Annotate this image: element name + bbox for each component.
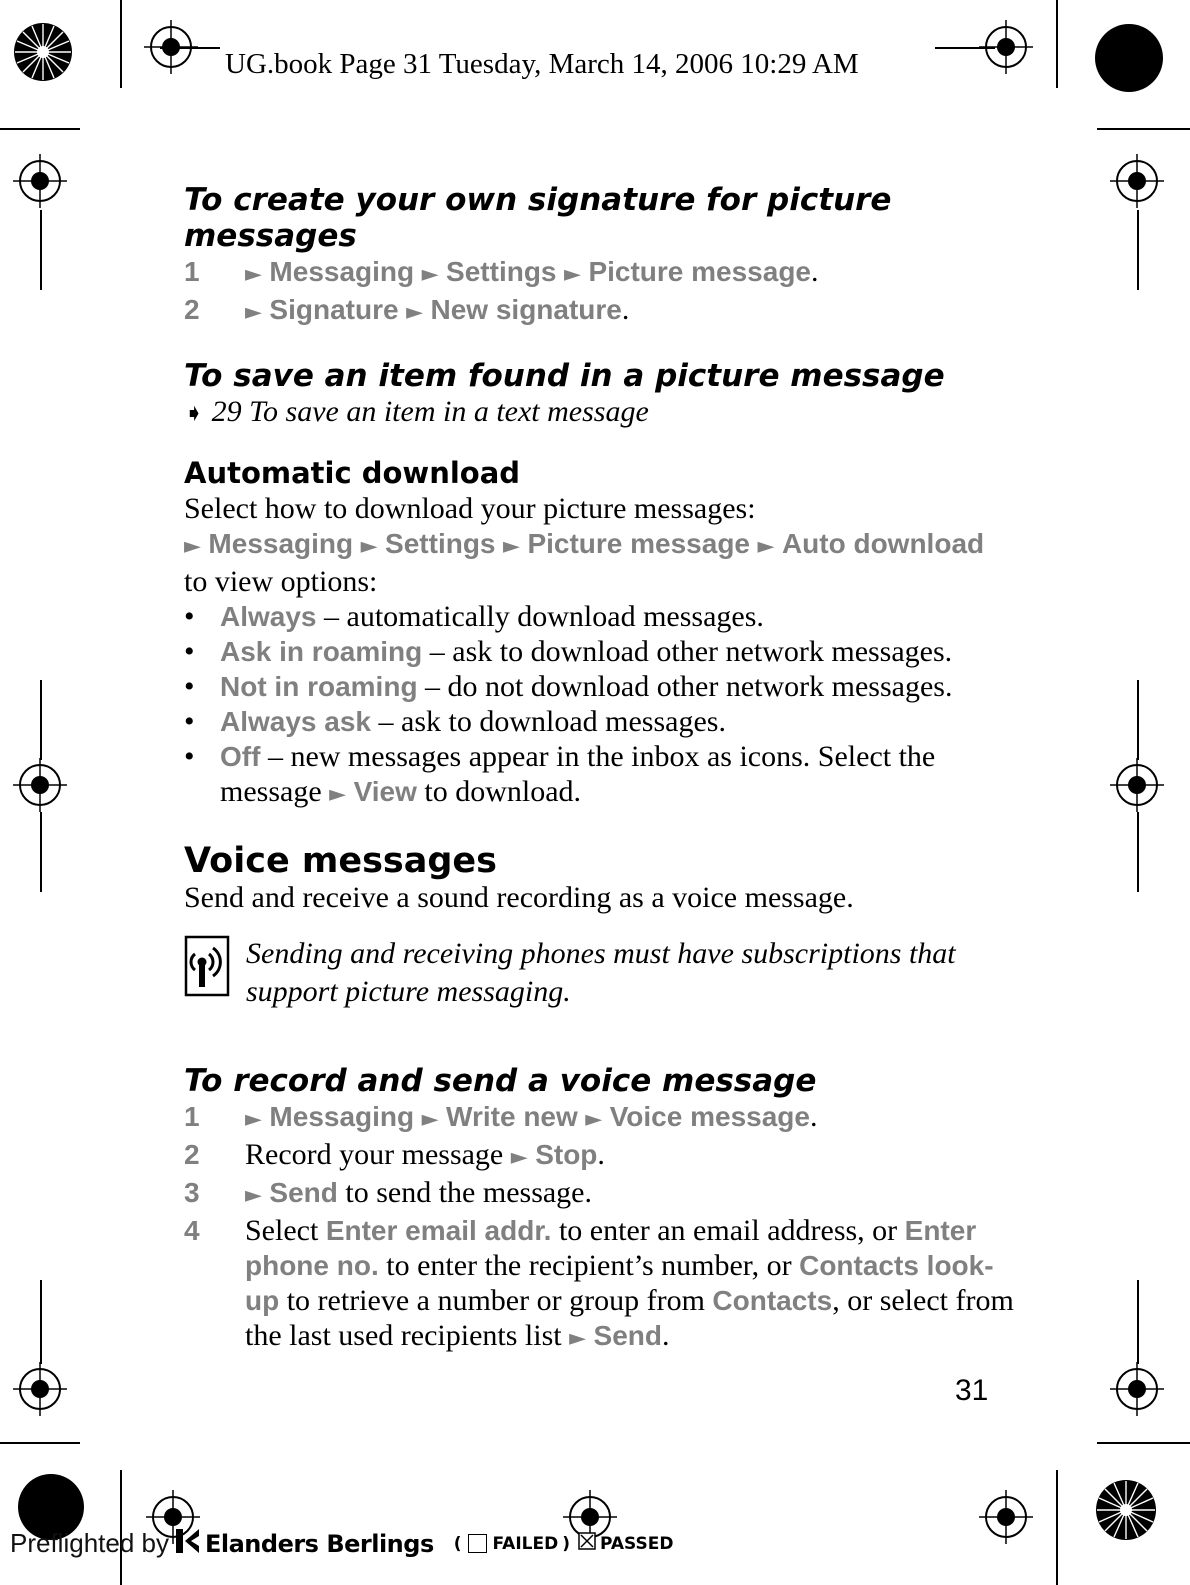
stamp-paren: ( — [453, 1533, 462, 1554]
bullet: • — [184, 600, 195, 633]
list-item — [184, 634, 1014, 669]
crop-line — [1097, 128, 1190, 130]
menu-path-item: New signature — [430, 294, 622, 325]
list-item — [184, 599, 1014, 634]
crop-line — [160, 47, 220, 49]
menu-path — [184, 526, 1014, 564]
arrow-right-icon: ► — [564, 262, 581, 287]
crop-line — [1056, 1470, 1058, 1585]
bullet: • — [184, 670, 195, 703]
crosshair-icon — [13, 1362, 67, 1416]
arrow-right-icon: ► — [569, 1326, 587, 1351]
list-item — [184, 669, 1014, 704]
arrow-right-icon: ► — [757, 534, 775, 559]
bullet: • — [184, 635, 195, 668]
reference-arrow-icon: ➧ — [184, 399, 205, 427]
paragraph: to view options: — [184, 565, 378, 598]
menu-path-item: Contacts — [712, 1285, 833, 1316]
arrow-right-icon: ► — [329, 782, 347, 807]
page-content — [184, 182, 1014, 1356]
menu-path-item: Picture message — [588, 256, 812, 287]
menu-path-item: Send — [269, 1177, 338, 1208]
option-description: – automatically download messages. — [316, 600, 764, 633]
step-number: 4 — [184, 1215, 200, 1246]
option-label: Always — [220, 601, 317, 632]
note — [184, 935, 1014, 1011]
step-number: 2 — [184, 294, 200, 325]
step-end: . — [809, 1100, 818, 1133]
option-label: Not in roaming — [220, 671, 418, 702]
option-label: Always ask — [220, 706, 371, 737]
step-number: 1 — [184, 256, 200, 287]
crosshair-icon — [13, 154, 67, 208]
paragraph: Select how to download your picture messages: — [184, 492, 756, 525]
menu-path-item: Voice message — [609, 1101, 810, 1132]
arrow-right-icon: ► — [406, 300, 423, 325]
crop-line — [120, 0, 122, 88]
menu-path-item: Write new — [446, 1101, 578, 1132]
registration-solid-top-right — [1094, 23, 1164, 93]
crop-line — [0, 128, 80, 130]
crop-line — [1097, 1442, 1190, 1444]
passed-checkbox-checked — [578, 1532, 596, 1555]
menu-path-item: Signature — [269, 294, 399, 325]
arrow-right-icon: ► — [245, 1183, 262, 1208]
reference-text: 29 To save an item in a text message — [211, 395, 649, 428]
step-text: to retrieve a number or group from — [279, 1284, 713, 1317]
arrow-right-icon: ► — [245, 262, 262, 287]
crop-line — [0, 1442, 80, 1444]
step-number: 3 — [184, 1177, 200, 1208]
crop-line — [40, 210, 42, 290]
heading-record-voice: To record and send a voice message — [184, 1063, 817, 1099]
option-description: to download. — [416, 775, 582, 808]
crosshair-icon — [979, 1490, 1033, 1544]
menu-path-item: Stop — [535, 1139, 598, 1170]
option-description: – do not download other network messages. — [417, 670, 953, 703]
crop-line — [40, 812, 42, 892]
step-item — [184, 292, 1014, 330]
step-item — [184, 1137, 1014, 1175]
heading-voice-messages: Voice messages — [184, 841, 498, 881]
arrow-right-icon: ► — [245, 300, 262, 325]
heading-save-item: To save an item found in a picture message — [184, 358, 945, 394]
step-text: to enter an email address, or — [551, 1214, 905, 1247]
option-description: – ask to download other network messages. — [422, 635, 953, 668]
arrow-right-icon: ► — [245, 1107, 262, 1132]
step-text: Record your message — [245, 1138, 511, 1171]
step-text: , or select from the last used recipients list — [245, 1284, 1014, 1352]
step-end: . — [621, 293, 630, 326]
option-description: – ask to download messages. — [371, 705, 726, 738]
failed-label: FAILED — [492, 1533, 559, 1554]
crop-line — [40, 1280, 42, 1364]
crop-line — [935, 47, 995, 49]
step-text: to send the message. — [337, 1176, 592, 1209]
menu-path-item: Picture message — [527, 528, 751, 559]
step-end: . — [811, 255, 819, 288]
arrow-right-icon: ► — [585, 1107, 603, 1132]
passed-label: PASSED — [600, 1533, 674, 1554]
page-number: 31 — [955, 1374, 989, 1407]
crop-line — [1137, 1280, 1139, 1364]
crosshair-icon — [1110, 758, 1164, 812]
menu-path-item: Settings — [446, 256, 557, 287]
heading-automatic-download: Automatic download — [184, 456, 521, 490]
preflight-label: Preflighted by — [10, 1528, 169, 1558]
crosshair-icon — [1110, 154, 1164, 208]
registration-sunburst-bottom-right — [1094, 1478, 1158, 1542]
crosshair-icon — [13, 758, 67, 812]
step-text: Select — [245, 1214, 326, 1247]
crop-line — [1137, 680, 1139, 760]
crop-line — [1137, 812, 1139, 892]
step-end: . — [597, 1138, 605, 1171]
step-number: 2 — [184, 1139, 200, 1170]
option-description: – new messages appear in the inbox as icons. Select the message — [220, 740, 936, 808]
menu-path-item: Enter email addr. — [325, 1215, 552, 1246]
cross-reference — [184, 394, 1014, 431]
network-note-icon — [184, 935, 246, 1002]
menu-path-item: Contacts look-up — [245, 1250, 994, 1316]
arrow-right-icon: ► — [421, 262, 439, 287]
crop-line — [1056, 0, 1058, 88]
elanders-logo-icon — [175, 1528, 201, 1559]
arrow-right-icon: ► — [360, 534, 378, 559]
crop-line — [40, 680, 42, 760]
step-item — [184, 254, 1014, 292]
step-item — [184, 1175, 1014, 1213]
option-label: Off — [220, 741, 261, 772]
paragraph: Send and receive a sound recording as a voice message. — [184, 881, 854, 914]
list-item — [184, 704, 1014, 739]
step-end: . — [662, 1319, 670, 1352]
bullet: • — [184, 740, 195, 773]
crosshair-icon — [1110, 1362, 1164, 1416]
list-item — [184, 739, 1014, 812]
arrow-right-icon: ► — [503, 534, 520, 559]
company-name: Elanders Berlings — [204, 1529, 434, 1558]
print-header: UG.book Page 31 Tuesday, March 14, 2006 10:29 AM — [225, 48, 859, 80]
failed-checkbox — [468, 1534, 487, 1553]
menu-path-item: Messaging — [269, 1101, 415, 1132]
step-number: 1 — [184, 1101, 200, 1132]
registration-sunburst-top-left — [12, 21, 74, 83]
step-text: to enter the recipient’s number, or — [378, 1249, 800, 1282]
arrow-right-icon: ► — [184, 534, 201, 559]
stamp-paren: ) — [562, 1533, 570, 1554]
note-text: Sending and receiving phones must have subscriptions that support picture messaging. — [246, 937, 956, 1008]
menu-path-item: Send — [593, 1320, 662, 1351]
crop-line — [1137, 210, 1139, 290]
menu-path-item: Messaging — [208, 528, 354, 559]
heading-create-signature: To create your own signature for picture messages — [184, 182, 892, 254]
step-item — [184, 1099, 1014, 1137]
menu-path-item: Settings — [385, 528, 496, 559]
option-label: View — [353, 776, 417, 807]
menu-path-item: Auto download — [781, 528, 985, 559]
option-label: Ask in roaming — [220, 636, 423, 667]
step-item — [184, 1213, 1014, 1356]
menu-path-item: Messaging — [269, 256, 415, 287]
bullet: • — [184, 705, 195, 738]
preflight-stamp — [10, 1528, 674, 1559]
menu-path-item: Enter phone no. — [245, 1215, 977, 1281]
arrow-right-icon: ► — [510, 1145, 528, 1170]
arrow-right-icon: ► — [421, 1107, 439, 1132]
